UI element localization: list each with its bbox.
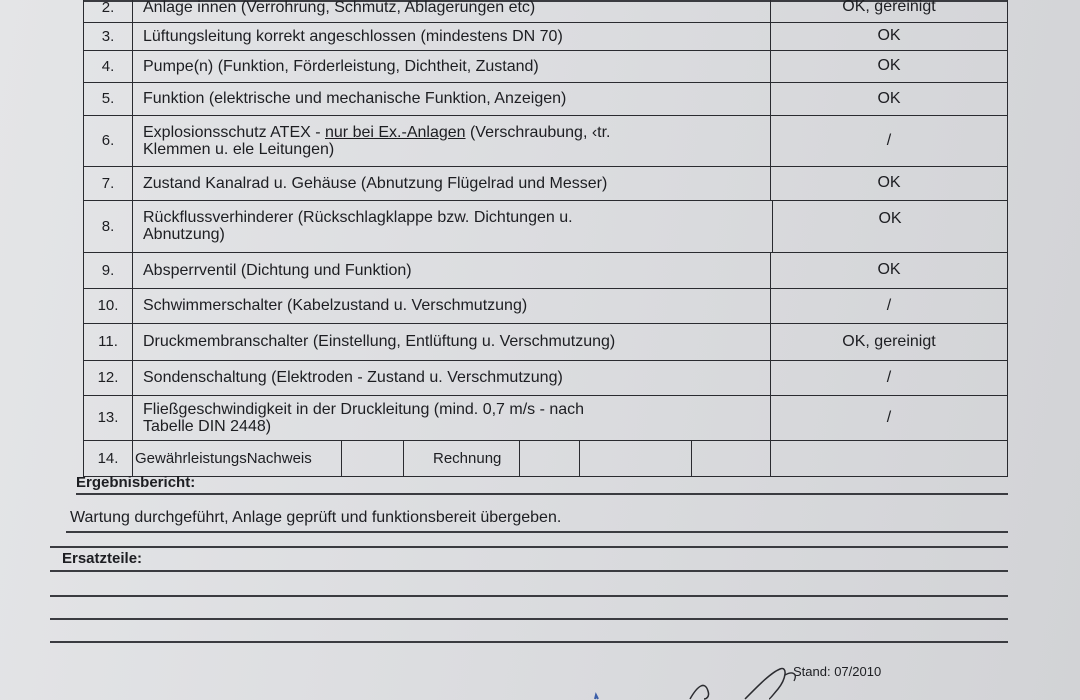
table-row — [83, 323, 1008, 361]
row-number: 10. — [83, 288, 133, 323]
row-result: / — [770, 115, 1008, 166]
cell-divider — [579, 440, 580, 476]
writing-line — [76, 493, 1008, 495]
desc-part: Tabelle DIN 2448) — [143, 417, 272, 435]
table-row-warranty — [83, 440, 1008, 477]
row-number: 12. — [83, 360, 133, 395]
row-number: 8. — [83, 200, 133, 252]
invoice-label: Rechnung — [433, 449, 502, 467]
spare-parts-heading: Ersatzteile: — [62, 550, 143, 567]
row-description: Anlage innen (Verrohrung, Schmutz, Ablagerungen etc) — [143, 0, 536, 16]
table-row — [83, 166, 1008, 201]
row-number: 11. — [83, 323, 133, 360]
row-description — [143, 200, 768, 252]
row-number: 13. — [83, 395, 133, 440]
desc-part: Fließgeschwindigkeit in der Druckleitung (mind. 0,7 m/s - nach — [143, 400, 585, 418]
row-number: 14. — [83, 440, 133, 476]
row-description: Absperrventil (Dichtung und Funktion) — [143, 261, 412, 279]
row-result: / — [770, 360, 1008, 395]
row-description: Druckmembranschalter (Einstellung, Entlüftung u. Verschmutzung) — [143, 333, 616, 350]
table-row — [83, 252, 1008, 289]
row-result: OK — [770, 50, 1008, 82]
row-description: Pumpe(n) (Funktion, Förderleistung, Dichtheit, Zustand) — [143, 57, 539, 75]
table-row — [83, 0, 1008, 23]
desc-part: Klemmen u. ele Leitungen) — [143, 140, 335, 158]
table-row — [83, 82, 1008, 116]
writing-line — [66, 531, 1008, 533]
row-number: 2. — [83, 0, 133, 22]
row-description: Lüftungsleitung korrekt angeschlossen (mindestens DN 70) — [143, 27, 563, 45]
row-number: 7. — [83, 166, 133, 200]
table-row — [83, 360, 1008, 396]
desc-part: (Verschraubung, ‹tr. — [465, 123, 611, 141]
row-description: Funktion (elektrische und mechanische Funktion, Anzeigen) — [143, 90, 567, 107]
row-result: OK — [770, 22, 1008, 50]
writing-line — [50, 595, 1008, 597]
row-result: OK — [770, 252, 1008, 288]
writing-line — [50, 570, 1008, 572]
row-result: OK — [770, 166, 1008, 200]
writing-line — [50, 618, 1008, 620]
row-number: 9. — [83, 252, 133, 288]
row-description: Zustand Kanalrad u. Gehäuse (Abnutzung Flügelrad und Messer) — [143, 174, 608, 192]
row-description — [143, 115, 768, 166]
cell-divider — [691, 440, 692, 476]
table-row — [83, 200, 1008, 253]
row-result: OK — [772, 200, 1008, 252]
desc-part: Abnutzung) — [143, 226, 225, 243]
row-number: 3. — [83, 22, 133, 50]
row-result-empty — [770, 440, 1008, 476]
row-result: / — [770, 288, 1008, 323]
result-report-text: Wartung durchgeführt, Anlage geprüft und funktionsbereit übergeben. — [70, 509, 562, 526]
cell-divider — [341, 440, 342, 476]
table-row — [83, 288, 1008, 324]
row-number: 4. — [83, 50, 133, 82]
row-result: OK, gereinigt — [770, 0, 1008, 22]
table-row — [83, 115, 1008, 167]
writing-line — [50, 546, 1008, 548]
table-row — [83, 22, 1008, 51]
cell-divider — [519, 440, 520, 476]
table-row — [83, 50, 1008, 83]
desc-underlined: nur bei Ex.-Anlagen — [325, 123, 466, 141]
cell-divider — [403, 440, 404, 476]
warranty-proof-label: GewährleistungsNachweis — [135, 449, 312, 467]
row-result: / — [770, 395, 1008, 440]
writing-line — [50, 641, 1008, 643]
desc-part: Rückflussverhinderer (Rückschlagklappe bzw. Dichtungen u. — [143, 209, 573, 226]
row-description — [143, 395, 768, 440]
row-number: 5. — [83, 82, 133, 115]
row-number: 6. — [83, 115, 133, 166]
row-description: Sondenschaltung (Elektroden - Zustand u. Verschmutzung) — [143, 369, 563, 386]
row-result: OK, gereinigt — [770, 323, 1008, 360]
row-description: Schwimmerschalter (Kabelzustand u. Verschmutzung) — [143, 297, 528, 314]
table-row — [83, 395, 1008, 441]
result-report-heading: Ergebnisbericht: — [76, 474, 196, 491]
row-result: OK — [770, 82, 1008, 115]
desc-part: Explosionsschutz ATEX - — [143, 123, 325, 141]
signature-mark — [580, 655, 840, 700]
revision-stand: Stand: 07/2010 — [793, 664, 882, 679]
